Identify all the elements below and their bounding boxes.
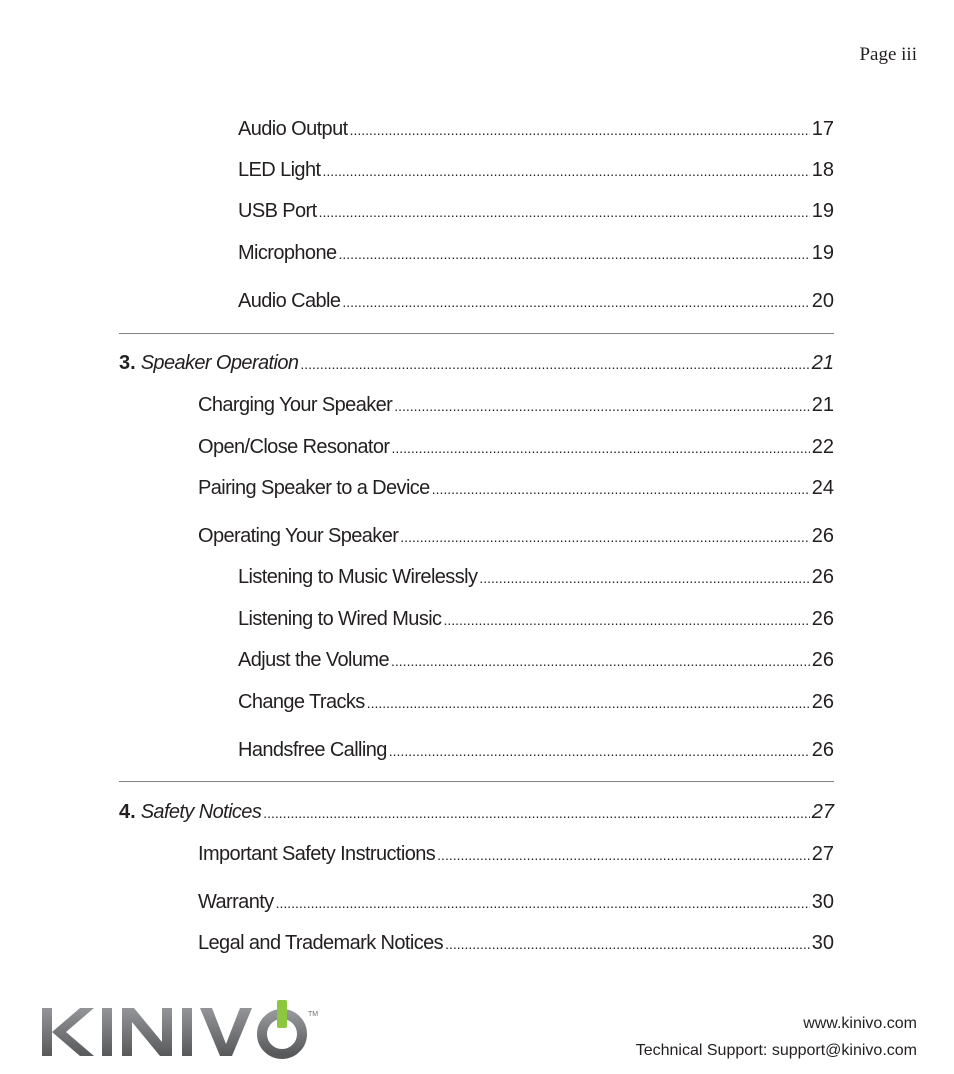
- leader-dots: [389, 743, 810, 759]
- toc-page-number: 30: [811, 891, 834, 913]
- toc-entry-listening-wired[interactable]: [238, 608, 834, 634]
- toc-entry-label: Operating Your Speaker: [198, 525, 399, 547]
- toc-entry-pairing-speaker[interactable]: [198, 477, 834, 503]
- leader-dots: [342, 294, 809, 310]
- leader-dots: [276, 895, 810, 911]
- toc-entry-label: Important Safety Instructions: [198, 843, 436, 865]
- leader-dots: [432, 481, 810, 497]
- toc-page-number: 26: [811, 525, 834, 547]
- leader-dots: [263, 805, 810, 821]
- leader-dots: [391, 653, 810, 669]
- toc-section-label: [119, 801, 261, 824]
- toc-page-number: 26: [811, 691, 834, 713]
- toc-entry-label: Change Tracks: [238, 691, 365, 713]
- toc-page-number: 27: [811, 801, 834, 823]
- toc-entry-usb-port[interactable]: [238, 200, 834, 226]
- leader-dots: [322, 163, 809, 179]
- leader-dots: [443, 612, 809, 628]
- leader-dots: [394, 398, 810, 414]
- leader-dots: [445, 936, 810, 952]
- toc-entry-listening-wirelessly[interactable]: [238, 566, 834, 592]
- toc-entry-label: Handsfree Calling: [238, 739, 387, 761]
- toc-entry-label: Warranty: [198, 891, 274, 913]
- toc-page-number: 18: [811, 159, 834, 181]
- kinivo-logo: [42, 998, 322, 1062]
- toc-entry-label: Open/Close Resonator: [198, 436, 390, 458]
- leader-dots: [400, 529, 809, 545]
- toc-page-number: 19: [811, 242, 834, 264]
- toc-entry-important-safety[interactable]: [198, 843, 834, 869]
- leader-dots: [391, 440, 809, 456]
- footer-website[interactable]: www.kinivo.com: [803, 1015, 917, 1032]
- leader-dots: [437, 847, 810, 863]
- toc-entry-label: LED Light: [238, 159, 321, 181]
- toc-page-number: 27: [811, 843, 834, 865]
- toc-entry-label: Legal and Trademark Notices: [198, 932, 444, 954]
- toc-page-number: 26: [811, 739, 834, 761]
- leader-dots: [319, 204, 810, 220]
- toc-entry-open-close-resonator[interactable]: [198, 436, 834, 462]
- footer-support[interactable]: Technical Support: support@kinivo.com: [635, 1042, 917, 1059]
- toc-page-number: 26: [811, 649, 834, 671]
- leader-dots: [300, 356, 809, 372]
- section-divider: [119, 781, 834, 782]
- toc-entry-label: Pairing Speaker to a Device: [198, 477, 430, 499]
- leader-dots: [339, 246, 810, 262]
- toc-entry-adjust-volume[interactable]: [238, 649, 834, 675]
- toc-entry-handsfree-calling[interactable]: [238, 739, 834, 765]
- toc-entry-legal-trademark[interactable]: [198, 932, 834, 958]
- logo-trademark: TM: [308, 1011, 319, 1018]
- section-title: Safety Notices: [140, 801, 262, 823]
- section-title: Speaker Operation: [140, 352, 299, 374]
- toc-entry-audio-cable[interactable]: [238, 290, 834, 316]
- toc-page-number: 19: [811, 200, 834, 222]
- section-divider: [119, 333, 834, 334]
- toc-entry-change-tracks[interactable]: [238, 691, 834, 717]
- leader-dots: [350, 122, 810, 138]
- toc-entry-label: Charging Your Speaker: [198, 394, 393, 416]
- toc-page-number: 20: [811, 290, 834, 312]
- toc-entry-label: Audio Output: [238, 118, 348, 140]
- toc-page-number: 24: [811, 477, 834, 499]
- toc-page-number: 30: [811, 932, 834, 954]
- leader-dots: [479, 570, 809, 586]
- toc-entry-label: Listening to Wired Music: [238, 608, 442, 630]
- toc-entry-label: Adjust the Volume: [238, 649, 390, 671]
- section-number: 4.: [119, 801, 136, 823]
- toc-entry-charging-your-speaker[interactable]: [198, 394, 834, 420]
- toc-section-speaker-operation[interactable]: [119, 352, 834, 378]
- toc-page-number: 17: [811, 118, 834, 140]
- toc-entry-audio-output[interactable]: [238, 118, 834, 144]
- toc-entry-microphone[interactable]: [238, 242, 834, 268]
- toc-entry-label: Microphone: [238, 242, 337, 264]
- leader-dots: [367, 695, 810, 711]
- toc-entry-label: USB Port: [238, 200, 317, 222]
- toc-section-label: [119, 352, 298, 375]
- page-number: Page iii: [859, 44, 917, 65]
- section-number: 3.: [119, 352, 136, 374]
- toc-page-number: 21: [811, 394, 834, 416]
- toc-entry-operating-your-speaker[interactable]: [198, 525, 834, 551]
- toc-entry-warranty[interactable]: [198, 891, 834, 917]
- toc-section-safety-notices[interactable]: [119, 801, 834, 827]
- toc-entry-label: Listening to Music Wirelessly: [238, 566, 478, 588]
- toc-entry-led-light[interactable]: [238, 159, 834, 185]
- toc-page-number: 21: [811, 352, 834, 374]
- toc-page-number: 26: [811, 566, 834, 588]
- toc-page-number: 22: [811, 436, 834, 458]
- toc-page-number: 26: [811, 608, 834, 630]
- toc-entry-label: Audio Cable: [238, 290, 341, 312]
